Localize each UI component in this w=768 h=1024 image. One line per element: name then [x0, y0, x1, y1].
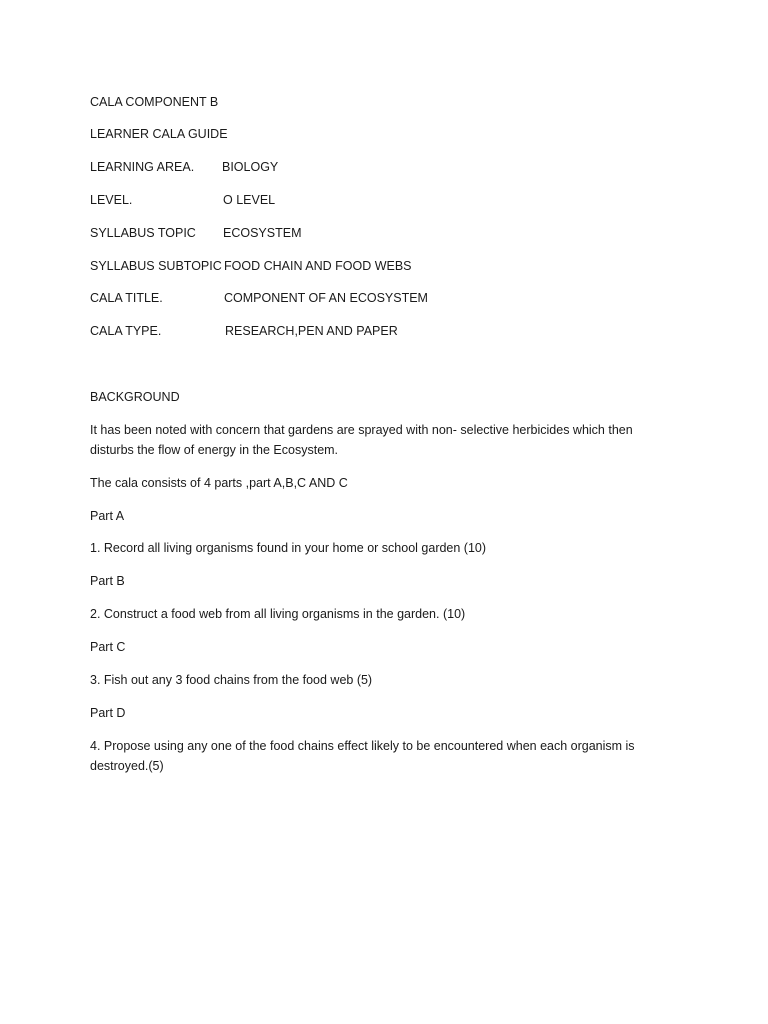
parts-intro: The cala consists of 4 parts ,part A,B,C AND C: [90, 476, 348, 490]
info-value-syllabus-subtopic: FOOD CHAIN AND FOOD WEBS: [224, 259, 412, 273]
info-value-cala-type: RESEARCH,PEN AND PAPER: [225, 324, 398, 338]
part-d-task: 4. Propose using any one of the food chains effect likely to be encountered when each organism is destroyed.(5): [90, 739, 635, 773]
info-label-syllabus-subtopic: SYLLABUS SUBTOPIC: [90, 259, 222, 273]
cala-component-heading: CALA COMPONENT B: [90, 95, 219, 109]
part-d-heading: Part D: [90, 706, 126, 720]
part-b-heading: Part B: [90, 574, 125, 588]
info-value-cala-title: COMPONENT OF AN ECOSYSTEM: [224, 291, 428, 305]
info-value-level: O LEVEL: [223, 193, 276, 207]
part-b-task: 2. Construct a food web from all living organisms in the garden. (10): [90, 607, 466, 621]
info-label-level: LEVEL.: [90, 193, 133, 207]
background-text: It has been noted with concern that gardens are sprayed with non- selective herbicides which then disturbs the flow of energy in the Ecosystem.: [90, 423, 633, 457]
info-value-learning-area: BIOLOGY: [222, 160, 279, 174]
background-heading: BACKGROUND: [90, 390, 180, 404]
info-label-cala-title: CALA TITLE.: [90, 291, 163, 305]
info-label-cala-type: CALA TYPE.: [90, 324, 162, 338]
part-a-heading: Part A: [90, 509, 125, 523]
part-a-task: 1. Record all living organisms found in your home or school garden (10): [90, 541, 487, 555]
part-c-heading: Part C: [90, 640, 126, 654]
info-label-syllabus-topic: SYLLABUS TOPIC: [90, 226, 196, 240]
info-label-learning-area: LEARNING AREA.: [90, 160, 195, 174]
part-c-task: 3. Fish out any 3 food chains from the food web (5): [90, 673, 373, 687]
info-value-syllabus-topic: ECOSYSTEM: [223, 226, 302, 240]
learner-guide-heading: LEARNER CALA GUIDE: [90, 127, 228, 141]
